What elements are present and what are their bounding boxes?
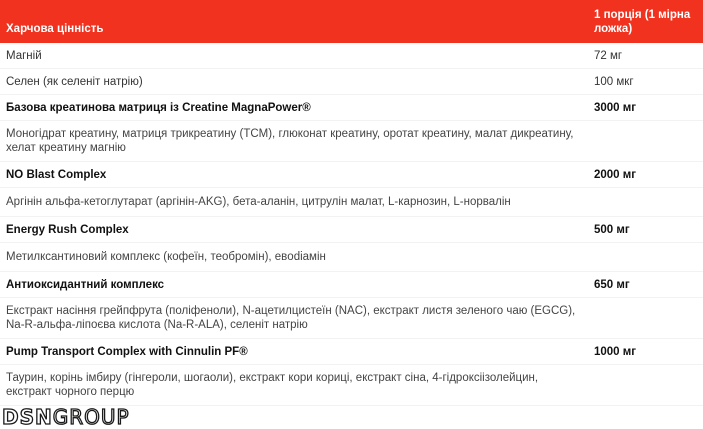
row-name: Антиоксидантний комплекс <box>0 272 586 298</box>
table-row-antioxidant-complex <box>0 272 703 298</box>
row-name: NO Blast Complex <box>0 162 586 188</box>
row-name: Pump Transport Complex with Cinnulin PF® <box>0 339 586 365</box>
row-amount: 1000 мг <box>586 339 703 365</box>
row-amount <box>586 188 703 217</box>
row-amount: 2000 мг <box>586 162 703 188</box>
column-header-serving: 1 порція (1 мірна ложка) <box>594 9 691 35</box>
logo-dsn-text: DSN <box>2 405 53 429</box>
dsn-group-logo <box>2 405 130 429</box>
row-amount: 100 мкг <box>586 69 703 95</box>
row-name: Селен (як селеніт натрію) <box>0 69 586 95</box>
table-row-no-blast-ingredients <box>0 188 703 217</box>
table-row-pump-transport-ingredients <box>0 365 703 406</box>
row-amount: 72 мг <box>586 43 703 69</box>
row-amount <box>586 298 703 339</box>
logo-group-text: GROUP <box>52 405 130 429</box>
row-description: Моногідрат креатину, матриця трикреатину (TCM), глюконат креатину, оротат креатину, малат дикреатину, хелат креатину магнію <box>0 121 586 162</box>
row-description: Метилксантиновий комплекс (кофеїн, теобромін), евodiaмін <box>0 243 586 272</box>
row-description: Аргінін альфа-кетоглутарат (аргінін-AKG), бета-аланін, цитрулін малат, L-карнозин, L-норвалін <box>0 188 586 217</box>
row-amount <box>586 365 703 406</box>
row-description: Таурин, корінь імбиру (гінгероли, шогаоли), екстракт кори кориці, екстракт сіна, 4-гідроксіізолейцин, екстракт чорного перцю <box>0 365 586 406</box>
table-row-selenium <box>0 69 703 95</box>
row-amount <box>586 243 703 272</box>
row-amount: 3000 мг <box>586 95 703 121</box>
table-row-creatine-matrix <box>0 95 703 121</box>
table-row-antioxidant-ingredients <box>0 298 703 339</box>
row-amount: 500 мг <box>586 217 703 243</box>
row-amount <box>586 121 703 162</box>
row-name: Магній <box>0 43 586 69</box>
row-amount: 650 мг <box>586 272 703 298</box>
table-row-creatine-matrix-ingredients <box>0 121 703 162</box>
table-row-pump-transport-complex <box>0 339 703 365</box>
row-name: Базова креатинова матриця із Creatine MagnaPower® <box>0 95 586 121</box>
table-row-energy-rush-ingredients <box>0 243 703 272</box>
column-header-nutrition-value: Харчова цінність <box>6 23 104 35</box>
table-header-row <box>0 0 703 43</box>
table-row-magnesium <box>0 43 703 69</box>
row-description: Екстракт насіння грейпфрута (поліфеноли), N-ацетилцистеїн (NAC), екстракт листя зеленого чаю (EGCG), Na-R-альфа-ліпоєва кислота (Na-R-ALA), селеніт натрію <box>0 298 586 339</box>
row-name: Energy Rush Complex <box>0 217 586 243</box>
table-row-no-blast-complex <box>0 162 703 188</box>
table-row-energy-rush-complex <box>0 217 703 243</box>
